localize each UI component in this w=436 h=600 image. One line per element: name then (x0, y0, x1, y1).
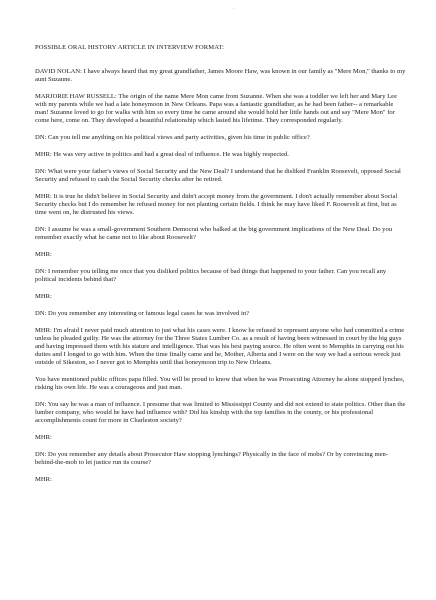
document-heading: POSSIBLE ORAL HISTORY ARTICLE IN INTERVIEW FORMAT: (35, 44, 225, 51)
paragraph-4: MHR: He was very active in politics and had a great deal of influence. He was highly respected. (35, 151, 289, 158)
page-corner-mark: · (233, 6, 235, 12)
paragraph-16: DN: Do you remember any details about Prosecutor Haw stopping lynchings? Physically in the face of mobs? Or by convincing men-behind-the-mob to let justice run its course? (35, 451, 389, 466)
paragraph-14: DN: You say he was a man of influence. I presume that was limited to Mississippi County and did not extend to state politics. Other than the lumber company, who would he have had influence with? Did his kinship with the top families in the county, or his professional accomplishments count for more in Charleston society? (35, 401, 406, 424)
paragraph-13: You have mentioned public offices papa filled. You will be proud to know that when he was Prosecuting Attorney he alone stopped lynches, risking his own life. He was a courageous and just man. (35, 376, 405, 391)
paragraph-2: MARJORIE HAW RUSSELL: The origin of the name Mere Mon came from Suzanne. When she was a toddler we left her and Mary Lee with my parents while we had a late honeymoon in New Orleans. Papa was a fantastic grandfather, as he had been father-- a remarkable man! Suzanne loved to go for walks with him so every time he came around she would hold her little hands out and say "Mere Mon" for come here, come on. They developed a beautiful relationship which lasted his lifetime. They corresponded regularly. (35, 93, 398, 124)
paragraph-7: DN: I assume he was a small-government Southern Democrat who balked at the big government implications of the New Deal. Do you remember exactly what he came not to like about Roosevelt? (35, 226, 393, 241)
paragraph-9: DN: I remember you telling me once that you disliked politics because of bad things that happened to your father. Can you recall any political incidents behind that? (35, 268, 387, 283)
paragraph-11: DN: Do you remember any interesting or famous legal cases he was involved in? (35, 310, 250, 317)
paragraph-1: DAVID NOLAN: I have always heard that my great grandfather, James Moore Haw, was known in our family as "Mere Mon," thanks to my aunt Suzanne. (35, 68, 406, 83)
paragraph-17: MHR: (35, 476, 52, 483)
document-body (35, 68, 406, 484)
paragraph-5: DN: What were your father's views of Social Security and the New Deal? I understand that he disliked Franklin Roosevelt, opposed Social Security and refused to cash the Social Security checks after he retired. (35, 168, 401, 183)
paragraph-6: MHR: It is true he didn't believe in Social Security and didn't accept money from the government. I don't actually remember about Social Security checks but I do remember he refused money for not planting certain fields. I think he may have liked F. Roosevelt at first, but as time went on, he distrusted his views. (35, 193, 398, 216)
paragraph-15: MHR: (35, 434, 52, 441)
paragraph-8: MHR: (35, 251, 52, 258)
paragraph-3: DN: Can you tell me anything on his political views and party activities, given his time in public office? (35, 134, 310, 141)
paragraph-10: MHR: (35, 293, 52, 300)
paragraph-12: MHR: I'm afraid I never paid much attention to just what his cases were. I know he refused to represent anyone who had committed a crime unless he pleaded guilty. He was the attorney for the Three States Lumber Co. as a result of having been witnessed in court by the big guys and having impressed them with his stature and intelligence. That was his best paying source. He often went to Memphis in carrying out his duties and I longed to go with him. When the time finally came and he, Mother, Alberta and I were on the way we had a serious wreck just outside of Sikeston, so I never got to Memphis until that honeymoon trip to New Orleans. (35, 327, 405, 366)
